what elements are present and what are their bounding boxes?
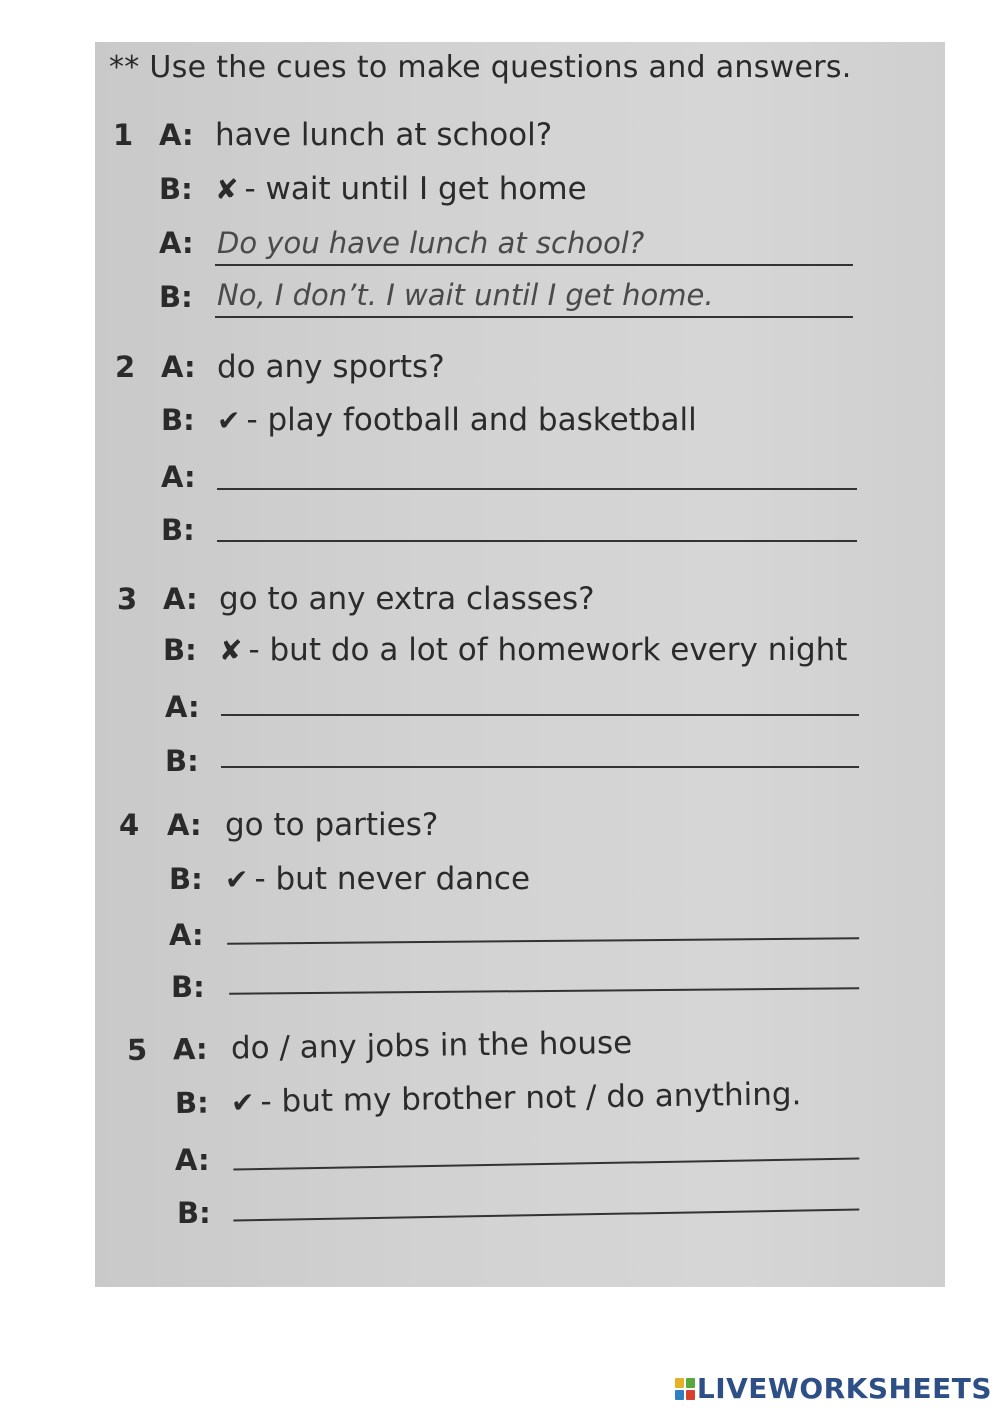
answer-b-field[interactable]	[233, 1171, 860, 1222]
answer-b-label: B:	[159, 280, 193, 314]
instruction-text: ** Use the cues to make questions and answers.	[109, 50, 852, 85]
cue-b-text: - but my brother not / do anything.	[260, 1076, 802, 1120]
answer-b-field[interactable]: No, I don’t. I wait until I get home.	[215, 278, 853, 318]
answer-a-label: A:	[159, 226, 194, 260]
cue-a-text: go to parties?	[225, 807, 439, 843]
cross-icon: ✘	[219, 634, 243, 667]
speaker-b-label: B:	[159, 172, 193, 206]
answer-a-label: A:	[175, 1143, 210, 1177]
answer-a-label: A:	[165, 690, 200, 724]
answer-a-field[interactable]	[221, 676, 859, 716]
item-number: 2	[115, 350, 136, 384]
answer-b-label: B:	[177, 1196, 211, 1230]
check-icon: ✔	[225, 863, 249, 896]
cue-a-text: do any sports?	[217, 349, 445, 385]
answer-b-field[interactable]	[217, 502, 857, 542]
item-number: 5	[126, 1032, 148, 1067]
answer-b-label: B:	[161, 513, 195, 547]
cue-b-text: - wait until I get home	[244, 171, 587, 207]
cross-icon: ✘	[215, 173, 239, 206]
worksheet-page	[95, 42, 945, 1287]
speaker-a-label: A:	[161, 350, 196, 384]
cue-a-text: have lunch at school?	[215, 117, 553, 153]
speaker-a-label: A:	[172, 1031, 208, 1067]
answer-b-field[interactable]	[221, 728, 859, 768]
cue-a-text: do / any jobs in the house	[230, 1024, 633, 1067]
cue-a-text: go to any extra classes?	[219, 581, 595, 617]
speaker-a-label: A:	[159, 118, 194, 152]
cue-b-text: - but do a lot of homework every night	[248, 632, 848, 668]
answer-a-field[interactable]: Do you have lunch at school?	[215, 226, 853, 266]
footer-brand	[675, 1372, 992, 1405]
liveworksheets-logo-text: LIVEWORKSHEETS	[696, 1372, 992, 1405]
answer-a-label: A:	[169, 918, 204, 952]
answer-a-field[interactable]	[227, 899, 859, 945]
liveworksheets-logo-icon	[675, 1378, 695, 1400]
check-icon: ✔	[217, 404, 241, 437]
check-icon: ✔	[230, 1085, 255, 1120]
cue-b-text: - play football and basketball	[246, 402, 697, 438]
answer-b-label: B:	[165, 744, 199, 778]
item-number: 1	[113, 118, 134, 152]
answer-b-field[interactable]	[229, 949, 859, 994]
answer-a-field[interactable]	[233, 1120, 860, 1171]
answer-a-label: A:	[161, 460, 196, 494]
speaker-a-label: A:	[167, 808, 202, 842]
answer-a-field[interactable]	[217, 450, 857, 490]
speaker-b-label: B:	[161, 403, 195, 437]
cue-b-text: - but never dance	[254, 861, 531, 897]
answer-b-label: B:	[171, 970, 205, 1004]
speaker-b-label: B:	[169, 862, 203, 896]
speaker-a-label: A:	[163, 582, 198, 616]
item-number: 3	[117, 582, 138, 616]
item-number: 4	[119, 808, 140, 842]
speaker-b-label: B:	[174, 1085, 209, 1120]
speaker-b-label: B:	[163, 633, 197, 667]
